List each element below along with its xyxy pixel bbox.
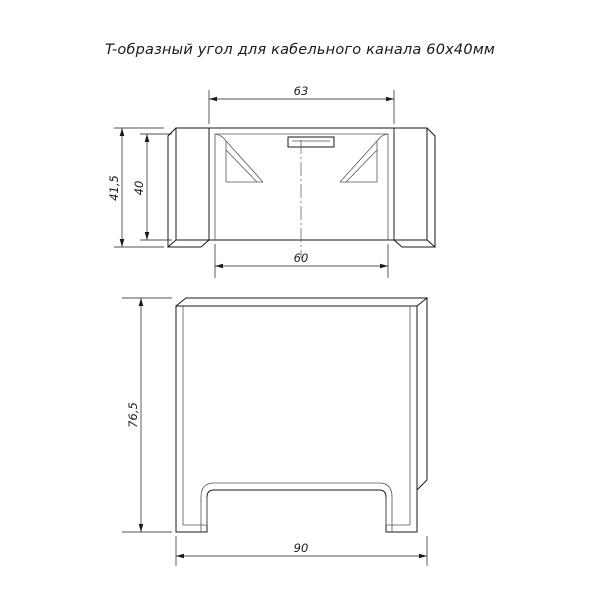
top-view-outline: [176, 306, 417, 532]
dim-depth-label: 76,5: [126, 402, 140, 428]
dim-height-total-label: 41,5: [107, 175, 121, 201]
page-title: T-образный угол для кабельного канала 60х40мм: [104, 42, 496, 58]
dim-width-inner-bottom-label: 60: [293, 251, 309, 265]
front-view-center-tab: [288, 137, 334, 147]
front-view-right-wing: [394, 128, 435, 247]
dim-height-inner-label: 40: [132, 180, 146, 196]
top-view: [176, 298, 427, 532]
dim-width-label: 90: [293, 541, 309, 555]
top-view-back-edge: [176, 298, 427, 306]
front-view-left-wing: [168, 128, 209, 247]
front-view-body: [209, 128, 394, 240]
dim-width-outer-top-label: 63: [293, 84, 309, 98]
top-view-inner-rim: [183, 306, 410, 532]
front-view: [168, 128, 435, 258]
top-view-right-chamfer: [417, 480, 427, 490]
